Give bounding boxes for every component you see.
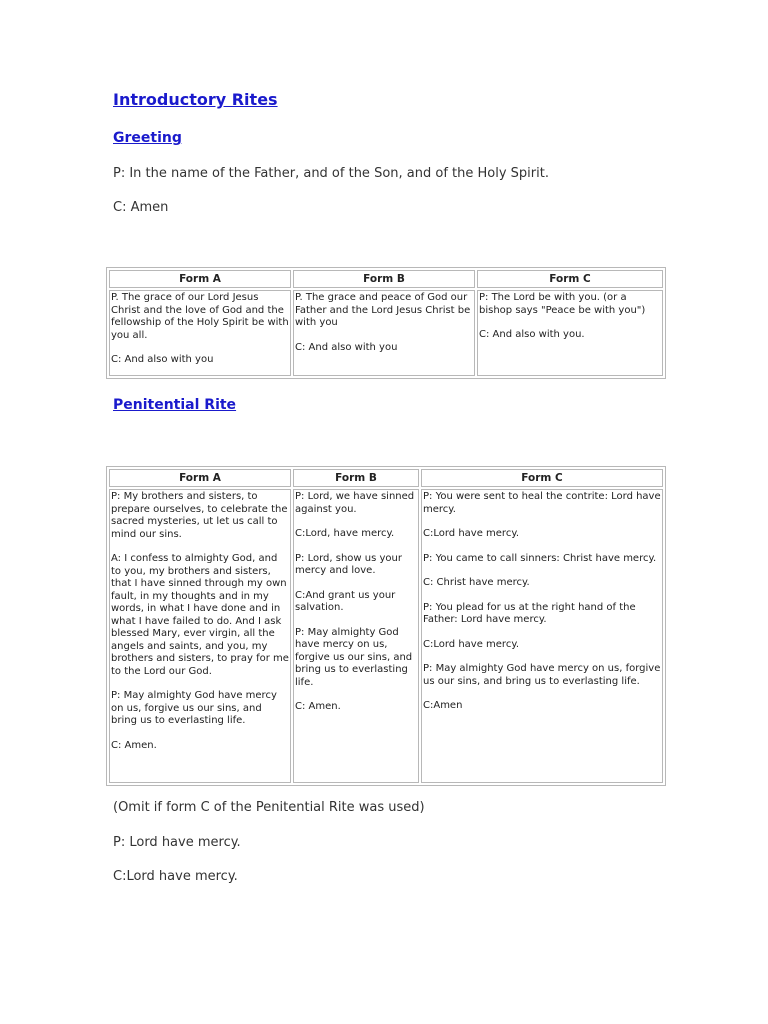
column-header-form-c: Form C [477, 270, 663, 288]
cell-text: C: And also with you. [479, 329, 585, 340]
cell-text: P: May almighty God have mercy on us, forgive us our sins, and bring us to everlasting life. [295, 626, 413, 688]
table-row [109, 489, 663, 783]
cell-text: C:Lord have mercy. [423, 528, 519, 539]
cell-text: P: My brothers and sisters, to prepare ourselves, to celebrate the sacred mysteries, ut let us call to mind our sins. [111, 491, 288, 540]
cell-text: C: Amen. [111, 739, 157, 751]
section-title-penitential-rite[interactable]: Penitential Rite [113, 397, 237, 413]
cell-text: P: May almighty God have mercy on us, forgive us our sins, and bring us to everlasting life. [111, 690, 277, 726]
greeting-form-c-cell [477, 290, 663, 376]
cell-text: P: Lord, show us your mercy and love. [295, 552, 402, 576]
cell-text: P: Lord, we have sinned against you. [295, 491, 415, 515]
penitential-form-b-cell [293, 489, 419, 783]
cell-text: P. The grace of our Lord Jesus Christ and the love of God and the fellowship of the Holy Spirit be with you all. [111, 292, 289, 341]
kyrie-note: (Omit if form C of the Penitential Rite was used) [113, 800, 425, 815]
kyrie-congregation-line: C:Lord have mercy. [113, 869, 238, 884]
column-header-form-a: Form A [109, 270, 291, 288]
penitential-forms-table [106, 466, 666, 786]
greeting-form-b-cell [293, 290, 475, 376]
penitential-form-c-cell [421, 489, 663, 783]
cell-text: C: Christ have mercy. [423, 577, 530, 588]
cell-text: P: You were sent to heal the contrite: Lord have mercy. [423, 491, 661, 515]
greeting-form-a-cell [109, 290, 291, 376]
cell-text: C:And grant us your salvation. [295, 589, 396, 613]
greeting-congregation-line: C: Amen [113, 200, 169, 215]
column-header-form-b: Form B [293, 270, 475, 288]
column-header-form-b: Form B [293, 469, 419, 487]
cell-text: P: May almighty God have mercy on us, forgive us our sins, and bring us to everlasting life. [423, 663, 661, 687]
cell-text: C: Amen. [295, 701, 341, 712]
kyrie-priest-line: P: Lord have mercy. [113, 835, 241, 850]
table-header-row [109, 270, 663, 288]
cell-text: C: And also with you [295, 341, 398, 353]
section-title-greeting[interactable]: Greeting [113, 130, 182, 146]
cell-text: P: You plead for us at the right hand of the Father: Lord have mercy. [423, 601, 636, 625]
cell-text: C: And also with you [111, 354, 214, 365]
table-header-row [109, 469, 663, 487]
section-title-introductory-rites[interactable]: Introductory Rites [113, 90, 278, 109]
column-header-form-a: Form A [109, 469, 291, 487]
greeting-priest-line: P: In the name of the Father, and of the Son, and of the Holy Spirit. [113, 166, 549, 181]
cell-text: P: You came to call sinners: Christ have mercy. [423, 552, 657, 564]
greeting-forms-table [106, 267, 666, 379]
table-row [109, 290, 663, 376]
cell-text: A: I confess to almighty God, and to you, my brothers and sisters, that I have sinned through my own fault, in my thoughts and in my words, in what I have done and in what I have failed to do. And I ask blessed Mary, ever virgin, all the angels and saints, and you, my brothers and sisters, to pray for me to the Lord our God. [111, 553, 289, 677]
cell-text: C:Lord have mercy. [423, 638, 519, 650]
cell-text: C:Lord, have mercy. [295, 528, 395, 539]
cell-text: C:Amen [423, 700, 463, 711]
cell-text: P. The grace and peace of God our Father and the Lord Jesus Christ be with you [295, 292, 471, 328]
penitential-form-a-cell [109, 489, 291, 783]
cell-text: P: The Lord be with you. (or a bishop says "Peace be with you") [479, 292, 646, 316]
column-header-form-c: Form C [421, 469, 663, 487]
